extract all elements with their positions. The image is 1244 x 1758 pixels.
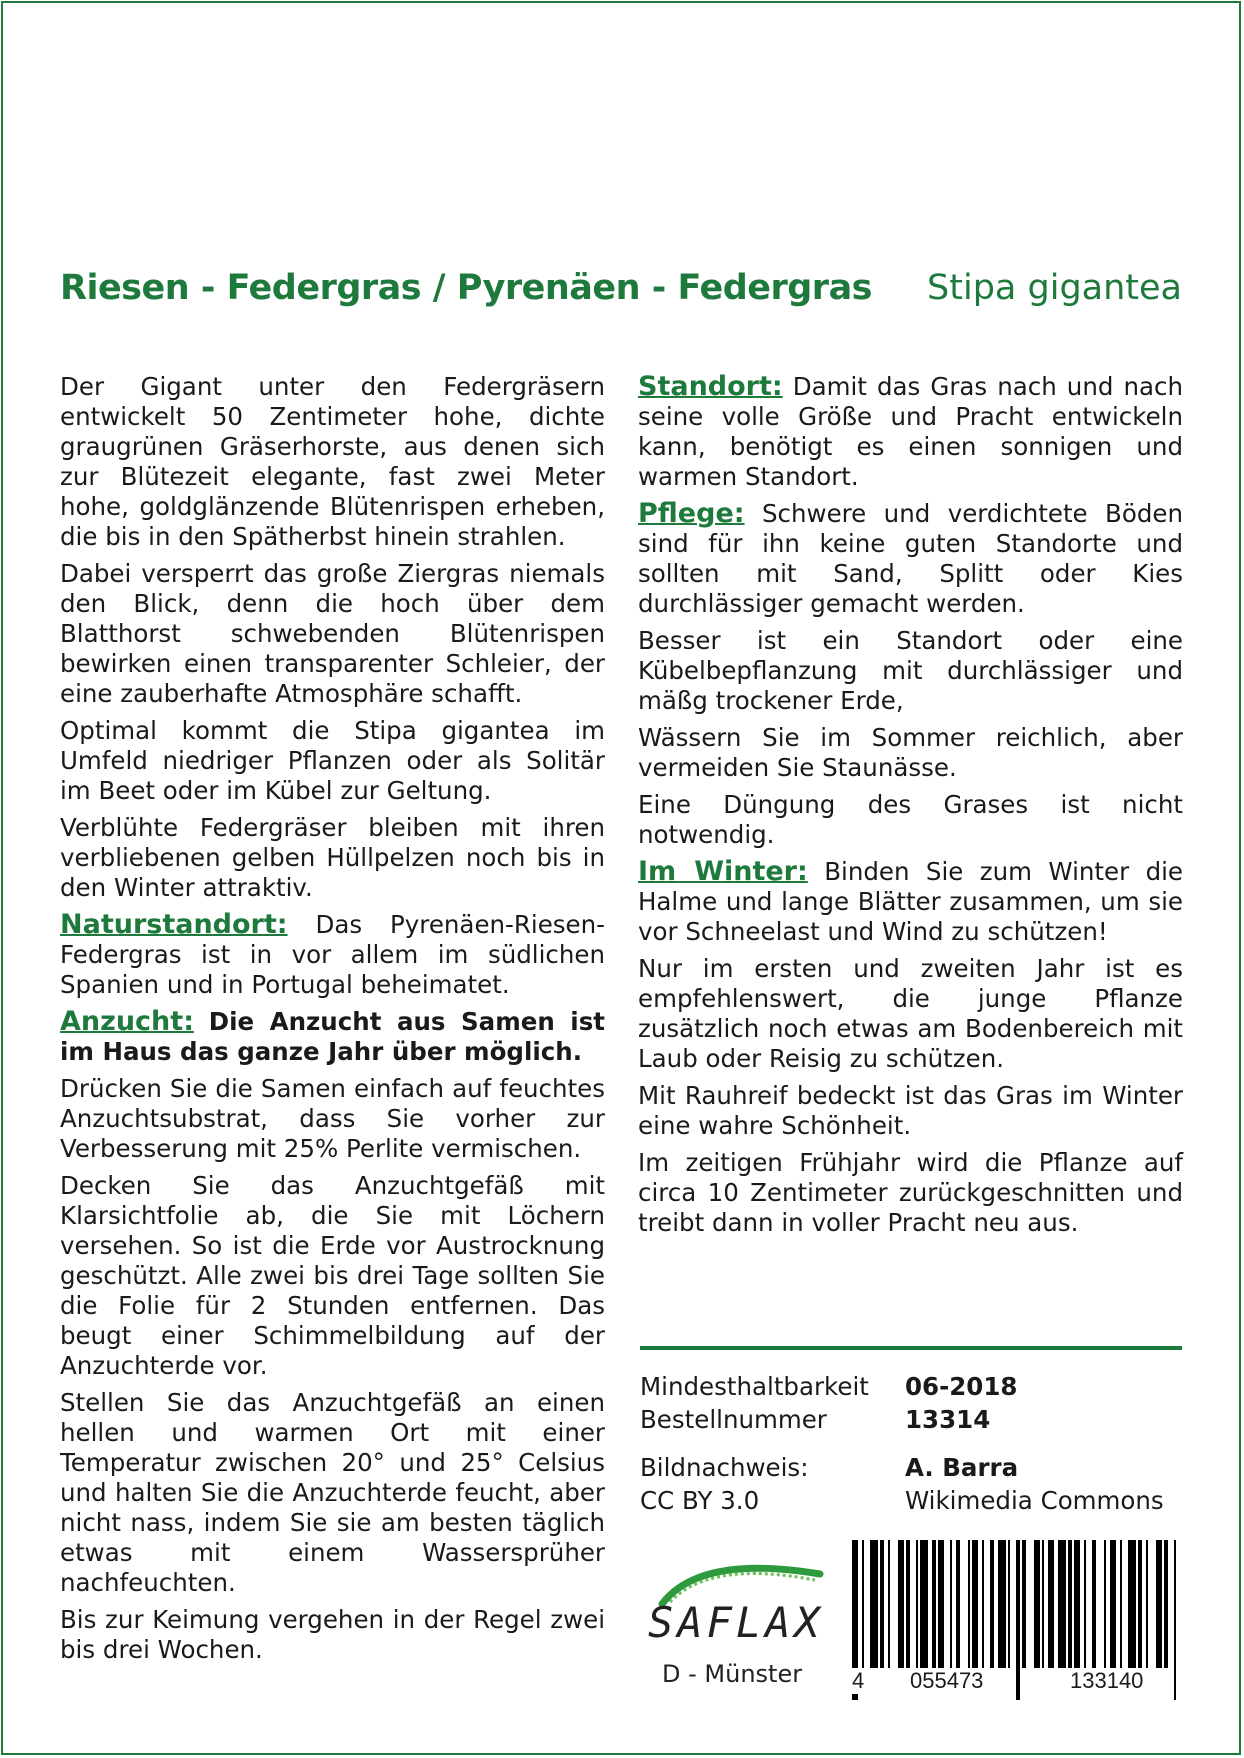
pflege-heading: Pflege: [638,498,745,529]
barcode-bar [998,1540,1006,1668]
left-column [60,372,605,1672]
paragraph: Im zeitigen Frühjahr wird die Pflanze auf circa 10 Zentimeter zurückgeschnitten und treibt dann in voller Pracht neu aus. [638,1148,1183,1237]
barcode-bar [1104,1540,1106,1668]
barcode-bar [1084,1540,1086,1668]
pflege-text: Schwere und verdichtete Böden sind für ihn keine guten Standorte und sollten mit Sand, Splitt oder Kies durchlässiger gemacht werden. [638,499,1183,618]
barcode-bar [1048,1540,1054,1668]
paragraph: Der Gigant unter den Federgräsern entwickelt 50 Zentimeter hohe, dichte graugrünen Gräserhorste, aus denen sich zur Blütezeit elegante, fast zwei Meter hohe, goldglänzende Blütenrispen erheben, die bis in den Spätherbst hinein strahlen. [60,372,605,551]
info-row-order [640,1403,1180,1436]
barcode-bar [916,1540,918,1668]
naturstandort-section [60,910,605,1000]
latin-name: Stipa gigantea [927,268,1182,308]
barcode-bar [968,1540,970,1668]
barcode-bar [950,1540,952,1668]
credit-row-license [640,1484,1180,1517]
paragraph: Besser ist ein Standort oder eine Kübelbepflanzung mit durchlässiger und mäßg trockener Erde, [638,626,1183,715]
brand-city: D - Münster [662,1660,803,1688]
barcode-bar [870,1540,878,1668]
barcode-digits-right: 133140 [1070,1668,1144,1693]
barcode-bar [1164,1540,1168,1668]
paragraph: Decken Sie das Anzuchtgefäß mit Klarsichtfolie ab, die Sie mit Löchern versehen. So ist die Erde vor Austrocknung geschützt. Alle zwei bis drei Tage sollten Sie die Folie für 2 Stunden entfernen. Das beugt einer Schimmelbildung auf der Anzuchterde vor. [60,1171,605,1380]
barcode-bar [920,1540,928,1668]
barcode-bar [1092,1540,1096,1668]
pflege-section [638,499,1183,619]
winter-heading: Im Winter: [638,856,808,887]
mhd-label: Mindesthaltbarkeit [640,1372,869,1401]
winter-section [638,857,1183,947]
barcode-digits [848,1668,1182,1698]
product-title: Riesen - Federgras / Pyrenäen - Federgras [60,268,873,308]
barcode-bar [1110,1540,1116,1668]
naturstandort-heading: Naturstandort: [60,909,288,940]
barcode-bar [862,1540,864,1668]
barcode-bar [906,1540,910,1668]
barcode-bar [898,1540,904,1668]
barcode-bar [1138,1540,1142,1668]
paragraph: Dabei versperrt das große Ziergras niemals den Blick, denn die hoch über dem Blatthorst schwebenden Blütenrispen bewirken einen transparenter Schleier, der eine zauberhafte Atmosphäre schafft. [60,559,605,708]
standort-text: Damit das Gras nach und nach seine volle Größe und Pracht entwickeln kann, benötigt es einen sonnigen und warmen Standort. [638,372,1183,491]
paragraph: Mit Rauhreif bedeckt ist das Gras im Winter eine wahre Schönheit. [638,1081,1183,1140]
order-label: Bestellnummer [640,1405,827,1434]
paragraph: Wässern Sie im Sommer reichlich, aber vermeiden Sie Staunässe. [638,723,1183,782]
anzucht-section [60,1007,605,1067]
anzucht-heading: Anzucht: [60,1006,194,1037]
barcode-bar [1008,1540,1010,1668]
saflax-logo [640,1552,840,1688]
paragraph: Verblühte Federgräser bleiben mit ihren verbliebenen gelben Hüllpelzen noch bis in den Winter attraktiv. [60,813,605,902]
barcode-bar [1146,1540,1148,1668]
license-label: CC BY 3.0 [640,1486,760,1515]
paragraph: Drücken Sie die Samen einfach auf feuchtes Anzuchtsubstrat, dass Sie vorher zur Verbesserung mit 25% Perlite vermischen. [60,1074,605,1163]
order-value: 13314 [905,1405,991,1434]
anzucht-bold-text: Die Anzucht aus Samen ist im Haus das ganze Jahr über möglich. [60,1007,605,1066]
barcode-bar [1120,1540,1122,1668]
product-info [640,1370,1180,1436]
standort-section [638,372,1183,492]
barcode-bar [956,1540,960,1668]
barcode-bar [982,1540,984,1668]
barcode-bar [932,1540,936,1668]
credit-label: Bildnachweis: [640,1453,809,1482]
right-column [638,372,1183,1245]
standort-heading: Standort: [638,371,783,402]
section-divider [640,1346,1182,1350]
credit-row-author [640,1451,1180,1484]
barcode-bar [1042,1540,1044,1668]
paragraph: Optimal kommt die Stipa gigantea im Umfeld niedriger Pflanzen oder als Solitär im Beet oder im Kübel zur Geltung. [60,716,605,805]
barcode-bar [1068,1540,1072,1668]
barcode-digit-first: 4 [852,1668,865,1693]
barcode-bar [1128,1540,1136,1668]
credit-author: A. Barra [905,1453,1019,1482]
paragraph: Bis zur Keimung vergehen in der Regel zwei bis drei Wochen. [60,1605,605,1664]
barcode-bar [1156,1540,1162,1668]
header [60,268,1182,308]
barcode-bar [1034,1540,1040,1668]
barcode-bar [1058,1540,1066,1668]
barcode-digits-left: 055473 [910,1668,984,1693]
barcode-bar [888,1540,890,1668]
barcode-bar [1022,1540,1026,1668]
paragraph: Stellen Sie das Anzuchtgefäß an einen hellen und warmen Ort mit einer Temperatur zwischen 20° und 25° Celsius und halten Sie die Anzuchterde feucht, aber nicht nass, indem Sie sie am besten täglich etwas mit einem Wassersprüher nachfeuchten. [60,1388,605,1597]
credit-source: Wikimedia Commons [905,1486,1164,1515]
barcode-bar [1074,1540,1080,1668]
barcode-bar [990,1540,994,1668]
image-credit [640,1451,1180,1517]
barcode-bar [972,1540,978,1668]
paragraph: Nur im ersten und zweiten Jahr ist es empfehlenswert, die junge Pflanze zusätzlich noch etwas am Bodenbereich mit Laub oder Reisig zu schützen. [638,954,1183,1073]
naturstandort-text: Das Pyrenäen-Riesen-Federgras ist in vor allem im südlichen Spanien und in Portugal beheimatet. [60,910,605,999]
winter-text: Binden Sie zum Winter die Halme und lange Blätter zusammen, um sie vor Schneelast und Wind zu schützen! [638,857,1183,946]
info-row-mhd [640,1370,1180,1403]
barcode-bar [938,1540,944,1668]
mhd-value: 06-2018 [905,1372,1018,1401]
paragraph: Eine Düngung des Grases ist nicht notwendig. [638,790,1183,849]
barcode-bar [880,1540,884,1668]
brand-name: SAFLAX [648,1598,824,1647]
